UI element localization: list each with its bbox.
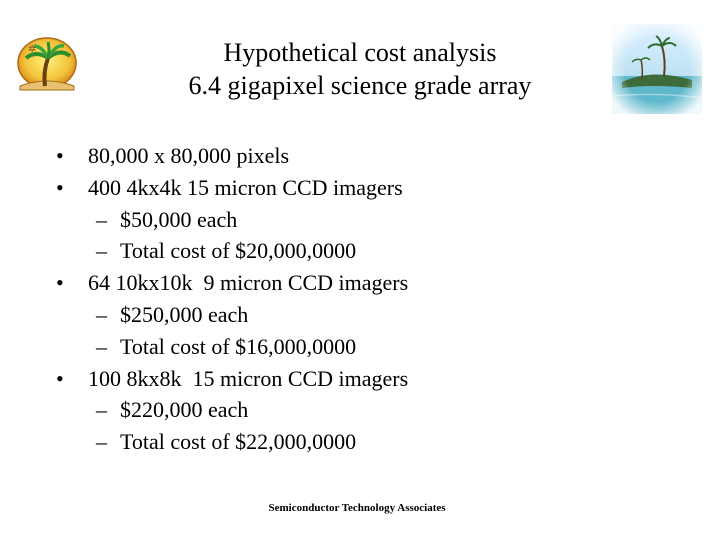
palm-island-logo-icon [14,36,80,96]
sub-bullet-text: Total cost of $16,000,0000 [120,333,357,359]
slide-title [110,36,610,102]
dash-marker: – [96,206,107,232]
sub-bullet-text: Total cost of $20,000,0000 [120,238,357,264]
bullet-text: 64 10kx10k 9 micron CCD imagers [88,270,409,296]
dash-marker: – [96,238,107,264]
list-item [56,172,616,204]
svg-text:✲: ✲ [28,44,37,55]
tropical-island-photo-icon [612,24,702,114]
list-item [56,235,616,267]
list-item [56,426,616,458]
footer-text: Semiconductor Technology Associates [268,502,446,514]
bullet-marker: • [56,270,64,296]
slide-title-line-1: Hypothetical cost analysis [223,38,497,67]
bullet-marker: • [56,365,64,391]
list-item [56,140,616,172]
sub-bullet-text: $250,000 each [120,301,249,327]
sub-bullet-text: $50,000 each [120,206,238,232]
slide-title-line-2: 6.4 gigapixel science grade array [188,71,532,100]
list-item [56,299,616,331]
sub-bullet-text: Total cost of $22,000,0000 [120,429,357,455]
list-item [56,394,616,426]
sub-bullet-text: $220,000 each [120,397,249,423]
bullet-marker: • [56,143,64,168]
bullet-list [56,140,616,458]
list-item [56,363,616,395]
bullet-text: 100 8kx8k 15 micron CCD imagers [88,365,409,391]
list-item [56,331,616,363]
dash-marker: – [96,301,107,327]
list-item [56,204,616,236]
bullet-text: 80,000 x 80,000 pixels [88,143,290,168]
bullet-text: 400 4kx4k 15 micron CCD imagers [88,174,403,200]
bullet-marker: • [56,174,64,200]
dash-marker: – [96,397,107,423]
list-item [56,267,616,299]
dash-marker: – [96,333,107,359]
dash-marker: – [96,429,107,455]
